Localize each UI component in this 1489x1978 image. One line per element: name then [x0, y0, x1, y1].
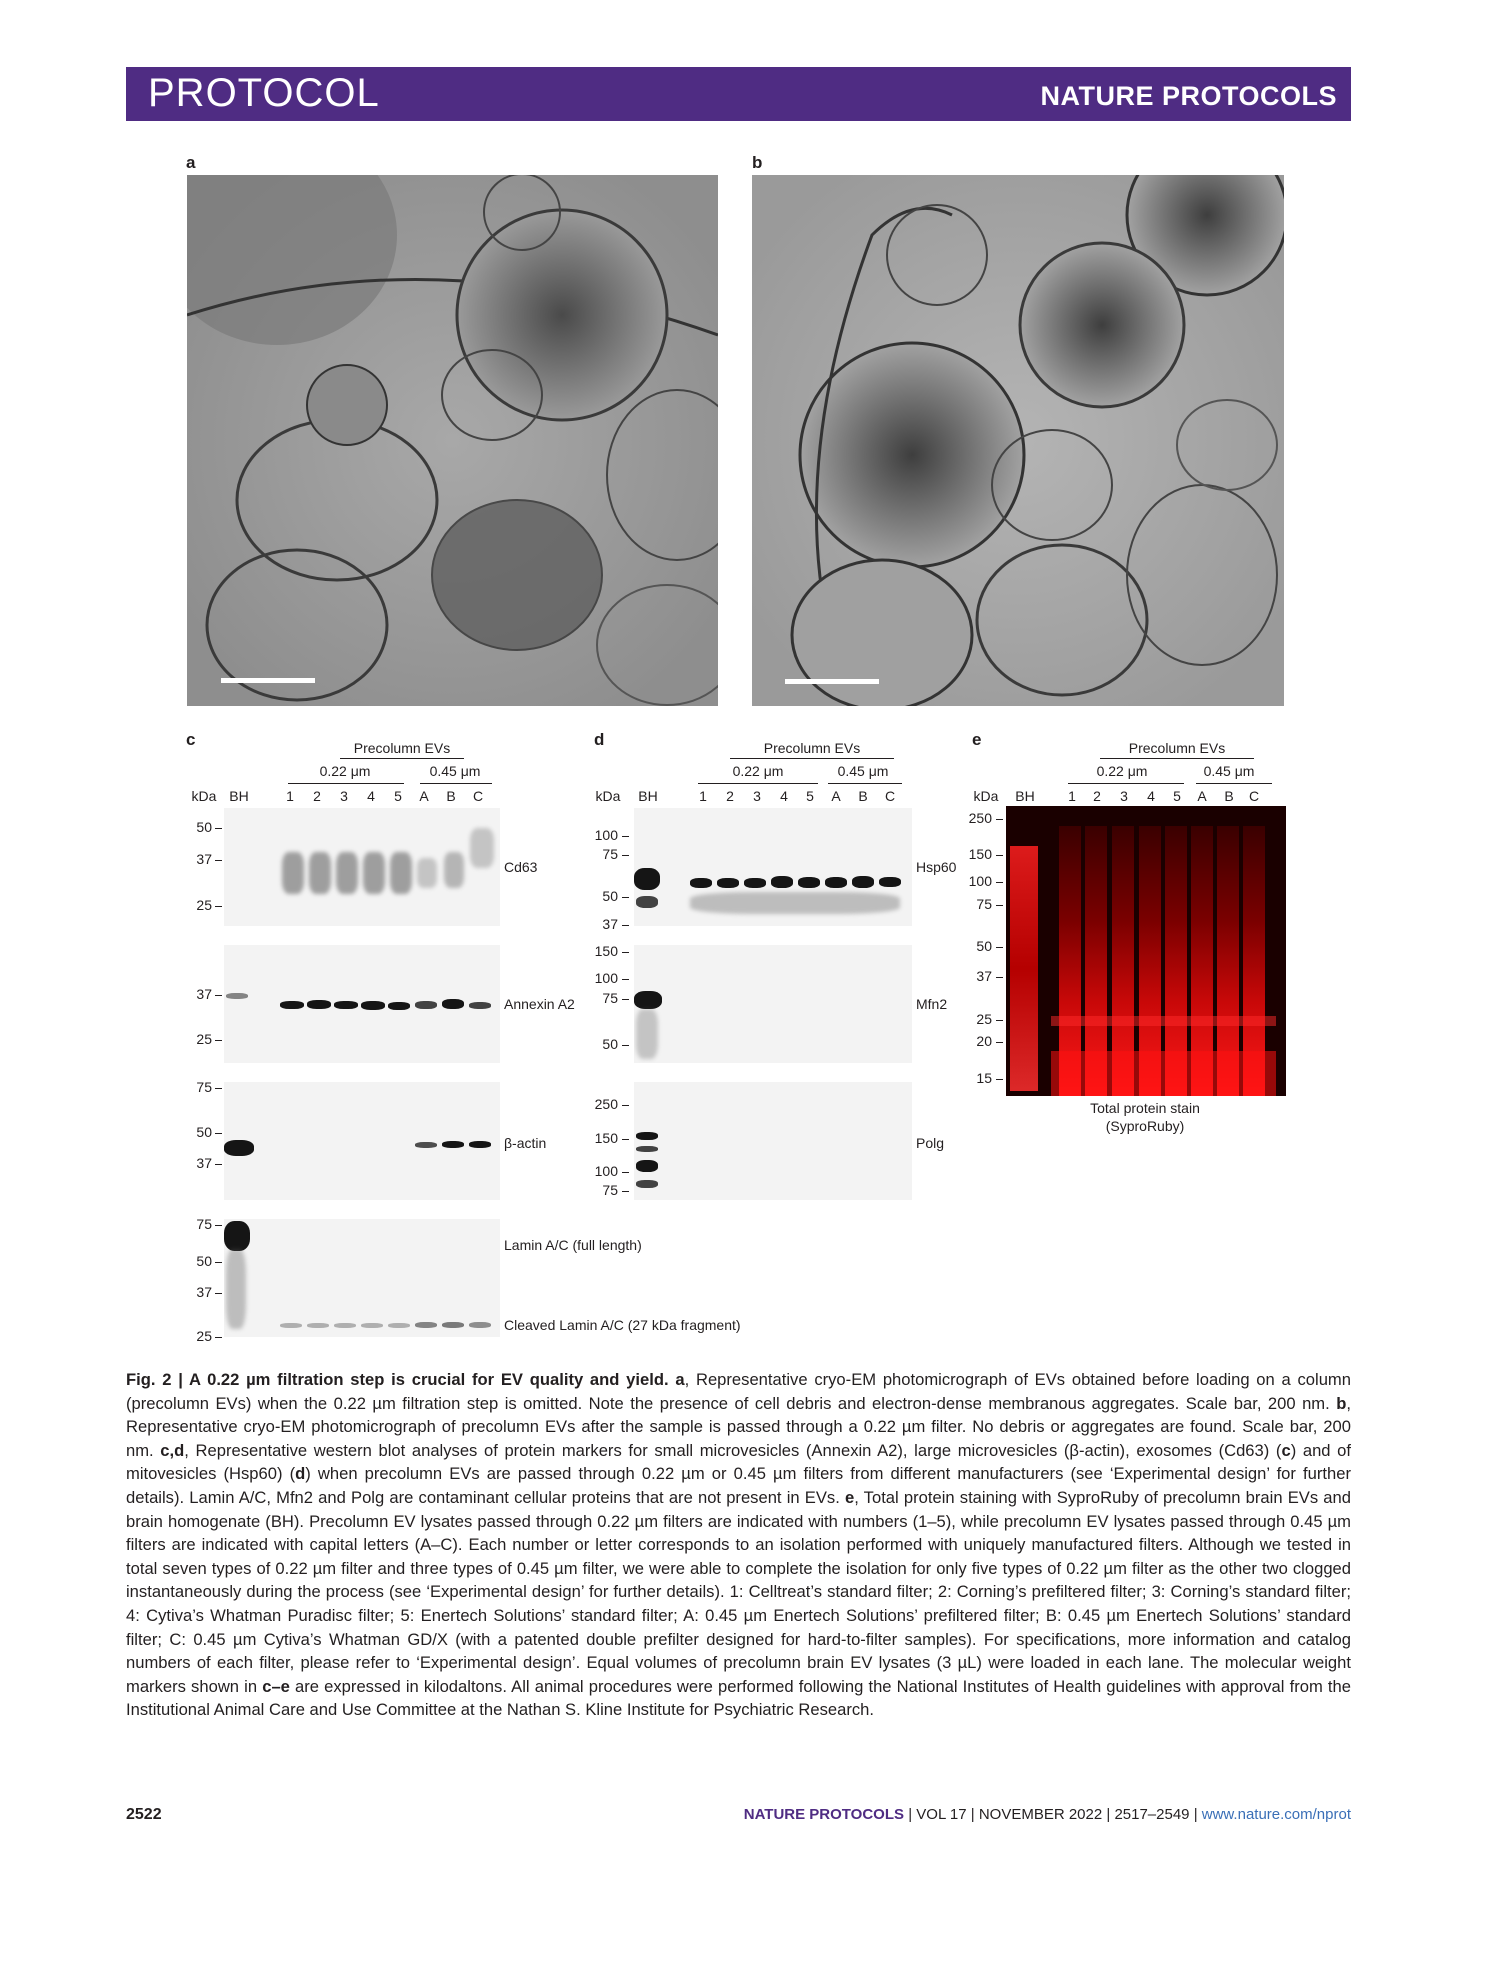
band	[415, 1001, 437, 1009]
blot-label-annexin-a2: Annexin A2	[504, 996, 575, 1012]
band	[224, 1221, 250, 1251]
tick	[215, 1262, 222, 1263]
blot-mfn2	[634, 945, 912, 1063]
page-number: 2522	[126, 1806, 162, 1823]
mw-marker: 25	[196, 1328, 212, 1344]
tick	[215, 906, 222, 907]
gel-lanes-svg	[1006, 806, 1286, 1096]
band	[363, 852, 385, 894]
tick	[622, 1045, 629, 1046]
tick	[996, 1042, 1003, 1043]
mw-marker: 100	[594, 970, 618, 986]
stain-label-2: (SyproRuby)	[1105, 1118, 1185, 1134]
band	[442, 999, 464, 1009]
mw-marker: 20	[976, 1033, 992, 1049]
lane-c: C	[1248, 788, 1260, 804]
tick	[996, 819, 1003, 820]
lane-b: B	[1224, 788, 1234, 804]
blot-label-hsp60: Hsp60	[916, 859, 957, 875]
mw-marker: 150	[968, 846, 992, 862]
band	[224, 1140, 254, 1156]
stain-label-1: Total protein stain	[1090, 1100, 1200, 1116]
band	[417, 858, 437, 888]
tick	[622, 897, 629, 898]
underline	[288, 783, 404, 784]
mw-marker: 37	[602, 916, 618, 932]
lane-2: 2	[313, 788, 321, 804]
footer-sep: |	[904, 1806, 917, 1823]
tick	[622, 836, 629, 837]
lane-1: 1	[286, 788, 294, 804]
cryo-em-image-a	[187, 175, 718, 706]
caption-ref: c,d	[160, 1440, 185, 1460]
blot-polg	[634, 1082, 912, 1200]
lane-a: A	[1197, 788, 1207, 804]
tick	[215, 1337, 222, 1338]
band	[690, 878, 712, 888]
kda-label-c: kDa	[191, 788, 217, 804]
tick	[996, 882, 1003, 883]
band	[469, 1002, 491, 1009]
filter-045-header-c: 0.45 μm	[429, 763, 481, 779]
band	[636, 1009, 658, 1059]
band	[336, 852, 358, 894]
precolumn-header-d: Precolumn EVs	[763, 740, 861, 756]
panel-label-d: d	[594, 730, 605, 749]
mw-marker: 100	[968, 873, 992, 889]
blot-beta-actin	[224, 1082, 500, 1200]
mw-marker: 150	[594, 1130, 618, 1146]
tick	[996, 1020, 1003, 1021]
figure-caption: Fig. 2 | A 0.22 µm filtration step is crucial for EV quality and yield. a, Representative cryo-EM photomicrograph of EVs obtained before loading on a column (precolumn EVs) when the 0.22 µm filtration step is omitted. Note the presence of cell debris and electron-dense membranous aggregates. Scale bar, 200 nm. b, Representative cryo-EM photomicrograph of precolumn EVs after the sample is passed through a 0.22 µm filter. No debris or aggregates are found. Scale bar, 200 nm. c,d, Representative western blot analyses of protein markers for small microvesicles (Annexin A2), large microvesicles (β-actin), exosomes (Cd63) (c) and of mitovesicles (Hsp60) (d) when precolumn EVs are passed through 0.22 µm or 0.45 µm filters from different manufacturers (see ‘Experimental design’ for further details). Lamin A/C, Mfn2 and Polg are contaminant cellular proteins that are not present in EVs. e, Total protein staining with SyproRuby of precolumn brain EVs and brain homogenate (BH). Precolumn EV lysates passed through 0.22 µm filters are indicated with numbers (1–5), while precolumn EV lysates passed through 0.45 µm filters are indicated with capital letters (A–C). Each number or letter corresponds to an isolation performed with uniquely manufactured filters. Although we tested in total seven types of 0.22 µm filter and three types of 0.45 µm filter, we were able to complete the isolation for only five types of 0.22 µm filter as the other two clogged instantaneously during the process (see ‘Experimental design’ for further details). 1: Celltreat’s standard filter; 2: Corning’s prefiltered filter; 3: Corning’s standard filter; 4: Cytiva’s Whatman Puradisc filter; 5: Enertech Solutions’ standard filter; A: 0.45 µm Enertech Solutions’ prefiltered filter; B: 0.45 µm Enertech Solutions’ standard filter; C: 0.45 µm Cytiva’s Whatman GD/X (with a patented double prefilter designed for hard-to-filter samples). For specifications, more information and catalog numbers of each filter, please refer to ‘Experimental design’. Equal volumes of precolumn brain EV lysates (3 µL) were loaded in each lane. The molecular weight markers shown in c–e are expressed in kilodaltons. All animal procedures were performed following the National Institutes of Health guidelines with approval from the Institutional Animal Care and Use Committee at the Nathan S. Kline Institute for Psychiatric Research.	[126, 1370, 1351, 1720]
band	[282, 852, 304, 894]
precolumn-header-e: Precolumn EVs	[1128, 740, 1226, 756]
blot-label-lamin-cleaved: Cleaved Lamin A/C (27 kDa fragment)	[504, 1317, 741, 1333]
sypro-ruby-gel	[1006, 806, 1286, 1096]
caption-ref: c–e	[262, 1676, 290, 1696]
band	[280, 1323, 302, 1328]
band	[334, 1001, 358, 1009]
mw-marker: 50	[196, 1253, 212, 1269]
lane-bh: BH	[638, 788, 658, 804]
footer-pages: 2517–2549	[1114, 1806, 1190, 1823]
scale-bar-b	[785, 679, 879, 684]
band	[636, 1180, 658, 1188]
mw-marker: 50	[196, 1124, 212, 1140]
blot-label-cd63: Cd63	[504, 859, 538, 875]
underline	[1068, 783, 1184, 784]
mw-marker: 25	[196, 897, 212, 913]
footer-sep: |	[1102, 1806, 1115, 1823]
tick	[996, 855, 1003, 856]
band	[334, 1323, 356, 1328]
blot-hsp60	[634, 808, 912, 926]
band	[879, 877, 901, 887]
lane-a: A	[419, 788, 429, 804]
underline	[698, 783, 818, 784]
underline	[1100, 758, 1254, 759]
lane-3: 3	[753, 788, 761, 804]
tick	[622, 925, 629, 926]
tick	[996, 977, 1003, 978]
filter-045-header-d: 0.45 μm	[837, 763, 889, 779]
band	[388, 1323, 410, 1328]
tick	[996, 947, 1003, 948]
band	[442, 1322, 464, 1328]
scale-bar-a	[221, 678, 315, 683]
mw-marker: 37	[196, 1284, 212, 1300]
mw-marker: 75	[602, 990, 618, 1006]
tick	[622, 952, 629, 953]
tick	[215, 828, 222, 829]
precolumn-header-c: Precolumn EVs	[353, 740, 451, 756]
journal-name: NATURE PROTOCOLS	[1040, 81, 1337, 111]
band	[469, 1322, 491, 1328]
band	[634, 868, 660, 890]
blot-label-beta-actin: β-actin	[504, 1135, 547, 1151]
mw-marker: 75	[602, 846, 618, 862]
filter-022-header-c: 0.22 μm	[319, 763, 371, 779]
footer-journal: NATURE PROTOCOLS	[743, 1806, 905, 1823]
mw-marker: 37	[196, 1155, 212, 1171]
lane-5: 5	[394, 788, 402, 804]
mw-marker: 100	[594, 827, 618, 843]
band	[771, 876, 793, 888]
tick	[622, 979, 629, 980]
underline	[420, 783, 492, 784]
lane-3: 3	[340, 788, 348, 804]
band	[798, 877, 820, 888]
lane-bh: BH	[1015, 788, 1035, 804]
band	[226, 993, 248, 999]
band	[744, 878, 766, 888]
caption-ref: c	[1281, 1440, 1291, 1460]
tick	[215, 1088, 222, 1089]
filter-022-header-e: 0.22 μm	[1096, 763, 1148, 779]
footer-citation	[744, 1806, 1351, 1823]
blot-label-polg: Polg	[916, 1135, 945, 1151]
kda-label-d: kDa	[595, 788, 621, 804]
caption-ref: b	[1336, 1393, 1347, 1413]
tick	[622, 999, 629, 1000]
mw-marker: 50	[602, 888, 618, 904]
panel-label-b: b	[752, 153, 763, 172]
blot-lamin-ac	[224, 1219, 500, 1337]
underline	[340, 758, 464, 759]
mw-marker: 250	[594, 1096, 618, 1112]
panel-label-e: e	[972, 730, 982, 749]
band	[415, 1142, 437, 1148]
blot-annexin-a2	[224, 945, 500, 1063]
band	[825, 877, 847, 888]
tick	[622, 1105, 629, 1106]
band	[469, 1141, 491, 1148]
band	[690, 892, 900, 914]
caption-fig-label: Fig. 2 | A 0.22 µm filtration step is crucial for EV quality and yield.	[126, 1370, 669, 1389]
tick	[996, 905, 1003, 906]
tick	[215, 860, 222, 861]
tick	[215, 1293, 222, 1294]
band	[470, 828, 494, 868]
band	[444, 852, 464, 888]
band	[390, 852, 412, 894]
band	[280, 1001, 304, 1009]
footer-url-link[interactable]: www.nature.com/nprot	[1201, 1806, 1351, 1823]
tick	[215, 1133, 222, 1134]
blot-cd63	[224, 808, 500, 926]
band	[307, 1000, 331, 1009]
underline	[730, 758, 894, 759]
mw-marker: 25	[196, 1031, 212, 1047]
mw-marker: 250	[968, 810, 992, 826]
lane-4: 4	[367, 788, 375, 804]
caption-text: ) and of mitovesicles (Hsp60) (	[126, 1440, 1351, 1484]
band	[361, 1001, 385, 1010]
footer-sep: |	[1189, 1806, 1202, 1823]
lane-c: C	[472, 788, 484, 804]
kda-label-e: kDa	[973, 788, 999, 804]
band	[636, 1160, 658, 1172]
band	[636, 1146, 658, 1152]
lane-4: 4	[1147, 788, 1155, 804]
caption-text: are expressed in kilodaltons. All animal procedures were performed following the National Institutes of Health guidelines with approval from the Institutional Animal Care and Use Committee at the Nathan S. Kline Institute for Psychiatric Research.	[126, 1676, 1351, 1720]
mw-marker: 75	[196, 1216, 212, 1232]
caption-text: ) when precolumn EVs are passed through 0.22 µm or 0.45 µm filters from different manufacturers (see ‘Experimental design’ for further details). Lamin A/C, Mfn2 and Polg are contaminant cellular proteins that are not present in EVs.	[126, 1464, 1351, 1507]
tick	[622, 855, 629, 856]
blot-label-lamin-full: Lamin A/C (full length)	[504, 1237, 642, 1253]
mw-marker: 75	[976, 896, 992, 912]
footer-vol: VOL 17	[916, 1806, 967, 1823]
caption-text: , Total protein staining with SyproRuby of precolumn brain EVs and brain homogenate (BH). Precolumn EV lysates passed through 0.22 µm filters are indicated with numbers (1–5), while precolumn EV lysates passed through 0.45 µm filters are indicated with capital letters (A–C). Each number or letter corresponds to an isolation performed with uniquely manufactured filters. Although we tested in total seven types of 0.22 µm filter and three types of 0.45 µm filter, we were able to complete the isolation for only five types of 0.22 µm filter as the other two clogged instantaneously during the process (see ‘Experimental design’ for further details). 1: Celltreat’s standard filter; 2: Corning’s prefiltered filter; 3: Corning’s standard filter; 4: Cytiva’s Whatman Puradisc filter; 5: Enertech Solutions’ standard filter; A: 0.45 µm Enertech Solutions’ prefiltered filter; B: 0.45 µm Enertech Solutions’ standard filter; C: 0.45 µm Cytiva’s Whatman GD/X (with a patented double prefilter designed for hard-to-filter samples). For specifications, more information and catalog numbers of each filter, please refer to ‘Experimental design’. Equal volumes of precolumn brain EV lysates (3 µL) were loaded in each lane. The molecular weight markers shown in	[126, 1487, 1351, 1696]
footer-date: NOVEMBER 2022	[978, 1806, 1103, 1823]
mw-marker: 150	[594, 943, 618, 959]
mw-marker: 37	[196, 986, 212, 1002]
lane-1: 1	[1068, 788, 1076, 804]
cryo-em-image-b	[752, 175, 1284, 706]
band	[307, 1323, 329, 1328]
band	[415, 1322, 437, 1328]
lane-4: 4	[780, 788, 788, 804]
band	[361, 1323, 383, 1328]
caption-ref: a	[675, 1370, 685, 1389]
tick	[215, 1225, 222, 1226]
mw-marker: 15	[976, 1070, 992, 1086]
panel-label-a: a	[186, 153, 196, 172]
lane-5: 5	[1173, 788, 1181, 804]
journal-header-bar	[126, 67, 1351, 121]
band	[717, 878, 739, 888]
mw-marker: 75	[602, 1182, 618, 1198]
blot-label-mfn2: Mfn2	[916, 996, 948, 1012]
lane-b: B	[858, 788, 868, 804]
lane-2: 2	[1093, 788, 1101, 804]
tick	[622, 1191, 629, 1192]
lane-b: B	[446, 788, 456, 804]
section-title: PROTOCOL	[148, 71, 380, 115]
mw-marker: 50	[602, 1036, 618, 1052]
mw-marker: 37	[196, 851, 212, 867]
band	[636, 1132, 658, 1140]
mw-marker: 50	[196, 819, 212, 835]
mw-marker: 100	[594, 1163, 618, 1179]
tick	[996, 1079, 1003, 1080]
tick	[622, 1172, 629, 1173]
tick	[215, 1040, 222, 1041]
band	[388, 1002, 410, 1010]
band	[309, 852, 331, 894]
tick	[215, 1164, 222, 1165]
mw-marker: 50	[976, 938, 992, 954]
mw-marker: 75	[196, 1079, 212, 1095]
band	[226, 1249, 246, 1329]
band	[852, 876, 874, 888]
tick	[215, 995, 222, 996]
filter-022-header-d: 0.22 μm	[732, 763, 784, 779]
caption-ref: d	[295, 1464, 306, 1484]
band	[442, 1141, 464, 1148]
lane-3: 3	[1120, 788, 1128, 804]
lane-1: 1	[699, 788, 707, 804]
underline	[1196, 783, 1272, 784]
lane-2: 2	[726, 788, 734, 804]
lane-bh: BH	[229, 788, 249, 804]
lane-5: 5	[806, 788, 814, 804]
caption-text: , Representative cryo-EM photomicrograph of precolumn EVs after the sample is passed through a 0.22 µm filter. No debris or aggregates are found. Scale bar, 200 nm.	[126, 1393, 1351, 1460]
band	[634, 991, 662, 1009]
band	[636, 896, 658, 908]
caption-text: , Representative western blot analyses of protein markers for small microvesicles (Annexin A2), large microvesicles (β-actin), exosomes (Cd63) (	[184, 1440, 1282, 1460]
mw-marker: 25	[976, 1011, 992, 1027]
lane-a: A	[831, 788, 841, 804]
panel-label-c: c	[186, 730, 196, 749]
tick	[622, 1139, 629, 1140]
filter-045-header-e: 0.45 μm	[1203, 763, 1255, 779]
caption-text: Representative cryo-EM photomicrograph of EVs obtained before loading on a column (precolumn EVs) when the 0.22 µm filtration step is omitted. Note the presence of cell debris and electron-dense membranous aggregates. Scale bar, 200 nm.	[126, 1370, 1351, 1413]
mw-marker: 37	[976, 968, 992, 984]
underline	[828, 783, 902, 784]
footer-sep: |	[966, 1806, 979, 1823]
caption-ref: e	[844, 1487, 855, 1507]
lane-c: C	[884, 788, 896, 804]
